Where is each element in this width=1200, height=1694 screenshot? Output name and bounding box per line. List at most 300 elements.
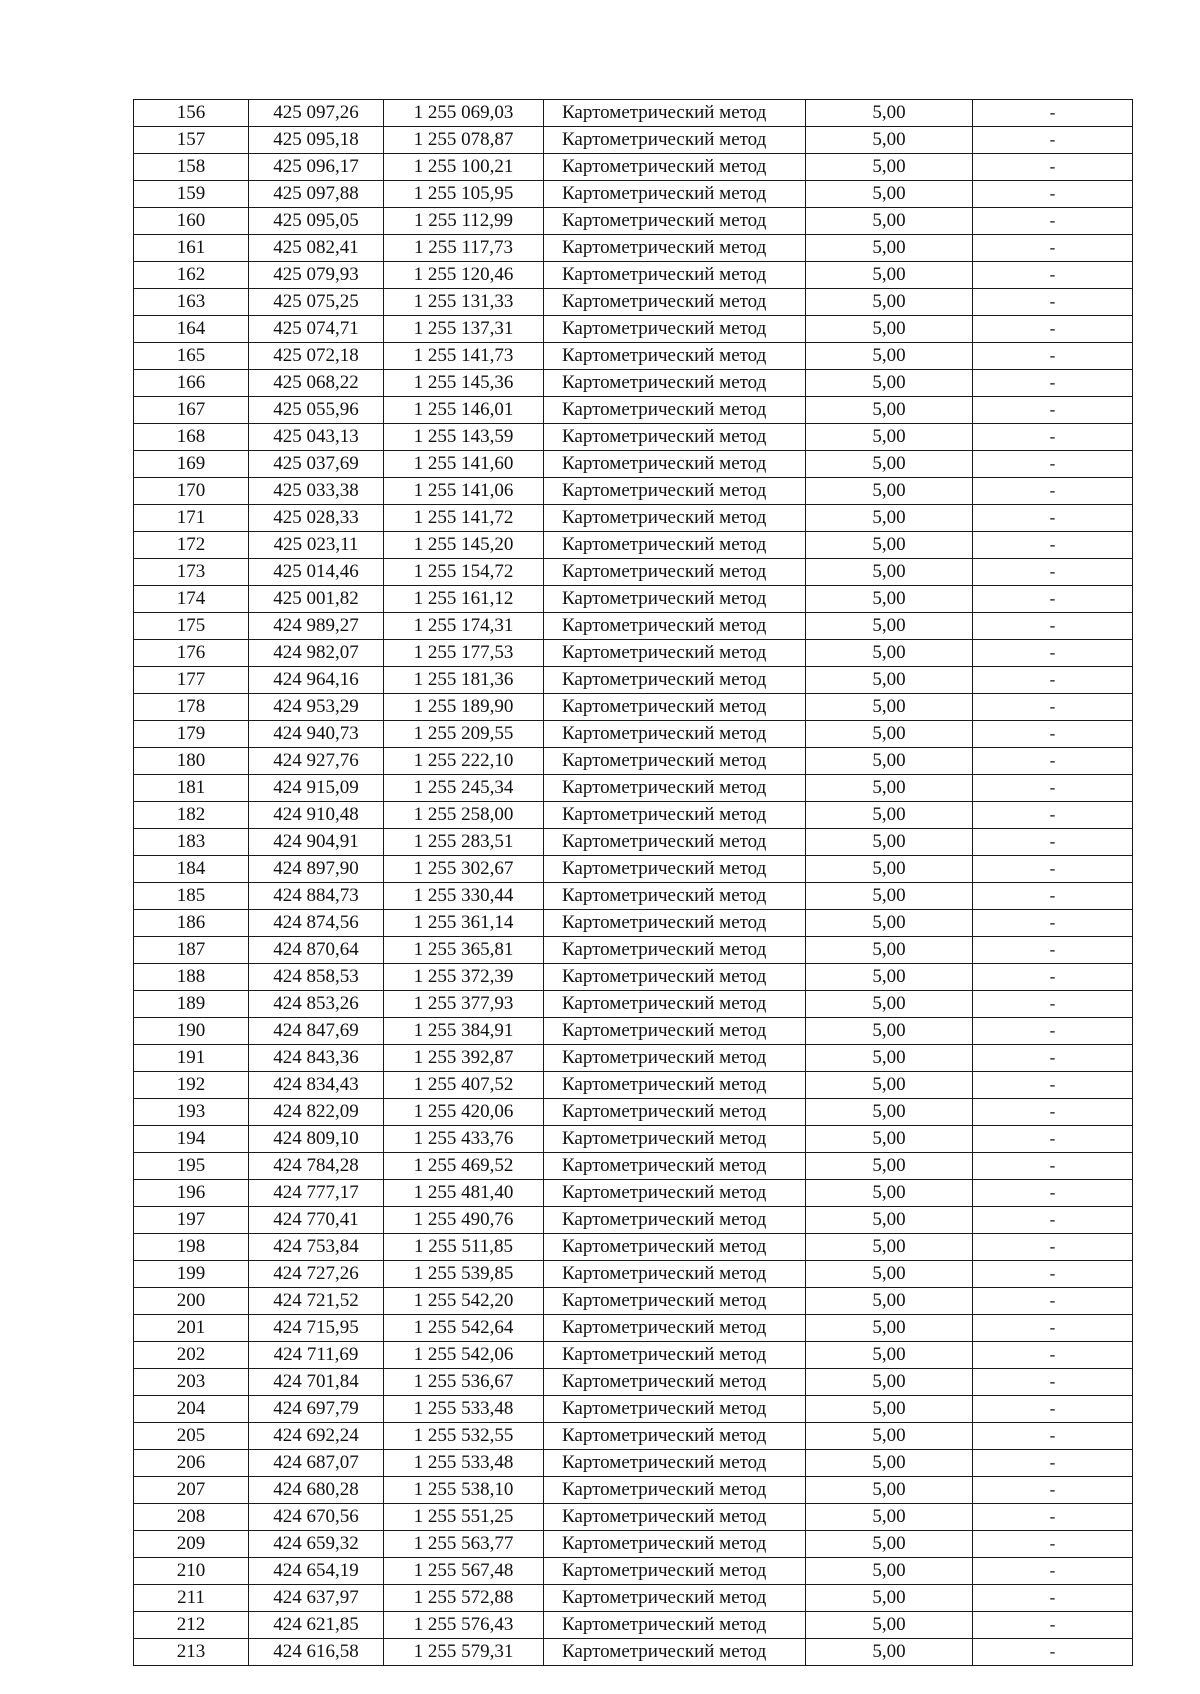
accuracy-cell: 5,00	[806, 991, 973, 1018]
accuracy-cell: 5,00	[806, 721, 973, 748]
x-coordinate-cell: 424 637,97	[249, 1585, 384, 1612]
point-number-cell: 200	[134, 1288, 249, 1315]
y-coordinate-cell: 1 255 141,73	[384, 343, 544, 370]
y-coordinate-cell: 1 255 542,06	[384, 1342, 544, 1369]
table-row	[134, 208, 1133, 235]
method-cell: Картометрический метод	[544, 478, 806, 505]
description-cell: -	[973, 829, 1133, 856]
point-number-cell: 183	[134, 829, 249, 856]
x-coordinate-cell: 424 884,73	[249, 883, 384, 910]
point-number-cell: 175	[134, 613, 249, 640]
method-cell: Картометрический метод	[544, 1585, 806, 1612]
y-coordinate-cell: 1 255 258,00	[384, 802, 544, 829]
x-coordinate-cell: 424 770,41	[249, 1207, 384, 1234]
point-number-cell: 189	[134, 991, 249, 1018]
point-number-cell: 176	[134, 640, 249, 667]
table-row	[134, 154, 1133, 181]
table-row	[134, 505, 1133, 532]
method-cell: Картометрический метод	[544, 640, 806, 667]
accuracy-cell: 5,00	[806, 424, 973, 451]
accuracy-cell: 5,00	[806, 586, 973, 613]
x-coordinate-cell: 424 904,91	[249, 829, 384, 856]
description-cell: -	[973, 694, 1133, 721]
table-row	[134, 1477, 1133, 1504]
accuracy-cell: 5,00	[806, 829, 973, 856]
table-row	[134, 559, 1133, 586]
table-row	[134, 343, 1133, 370]
method-cell: Картометрический метод	[544, 1639, 806, 1666]
description-cell: -	[973, 397, 1133, 424]
method-cell: Картометрический метод	[544, 856, 806, 883]
accuracy-cell: 5,00	[806, 1180, 973, 1207]
y-coordinate-cell: 1 255 145,20	[384, 532, 544, 559]
point-number-cell: 163	[134, 289, 249, 316]
point-number-cell: 171	[134, 505, 249, 532]
description-cell: -	[973, 208, 1133, 235]
y-coordinate-cell: 1 255 189,90	[384, 694, 544, 721]
y-coordinate-cell: 1 255 161,12	[384, 586, 544, 613]
x-coordinate-cell: 425 075,25	[249, 289, 384, 316]
method-cell: Картометрический метод	[544, 802, 806, 829]
point-number-cell: 181	[134, 775, 249, 802]
point-number-cell: 160	[134, 208, 249, 235]
method-cell: Картометрический метод	[544, 424, 806, 451]
accuracy-cell: 5,00	[806, 1477, 973, 1504]
y-coordinate-cell: 1 255 141,72	[384, 505, 544, 532]
point-number-cell: 180	[134, 748, 249, 775]
x-coordinate-cell: 425 082,41	[249, 235, 384, 262]
method-cell: Картометрический метод	[544, 559, 806, 586]
accuracy-cell: 5,00	[806, 154, 973, 181]
point-number-cell: 196	[134, 1180, 249, 1207]
method-cell: Картометрический метод	[544, 964, 806, 991]
y-coordinate-cell: 1 255 579,31	[384, 1639, 544, 1666]
accuracy-cell: 5,00	[806, 559, 973, 586]
method-cell: Картометрический метод	[544, 1072, 806, 1099]
method-cell: Картометрический метод	[544, 937, 806, 964]
table-row	[134, 748, 1133, 775]
table-row	[134, 1558, 1133, 1585]
accuracy-cell: 5,00	[806, 100, 973, 127]
description-cell: -	[973, 370, 1133, 397]
x-coordinate-cell: 425 001,82	[249, 586, 384, 613]
method-cell: Картометрический метод	[544, 1207, 806, 1234]
table-row	[134, 1126, 1133, 1153]
x-coordinate-cell: 425 028,33	[249, 505, 384, 532]
point-number-cell: 185	[134, 883, 249, 910]
method-cell: Картометрический метод	[544, 1234, 806, 1261]
y-coordinate-cell: 1 255 407,52	[384, 1072, 544, 1099]
y-coordinate-cell: 1 255 576,43	[384, 1612, 544, 1639]
table-row	[134, 289, 1133, 316]
method-cell: Картометрический метод	[544, 1612, 806, 1639]
description-cell: -	[973, 586, 1133, 613]
accuracy-cell: 5,00	[806, 1396, 973, 1423]
x-coordinate-cell: 424 680,28	[249, 1477, 384, 1504]
accuracy-cell: 5,00	[806, 667, 973, 694]
coordinates-table-body	[134, 100, 1133, 1666]
y-coordinate-cell: 1 255 542,64	[384, 1315, 544, 1342]
description-cell: -	[973, 667, 1133, 694]
accuracy-cell: 5,00	[806, 964, 973, 991]
method-cell: Картометрический метод	[544, 775, 806, 802]
point-number-cell: 179	[134, 721, 249, 748]
method-cell: Картометрический метод	[544, 1099, 806, 1126]
description-cell: -	[973, 235, 1133, 262]
method-cell: Картометрический метод	[544, 1180, 806, 1207]
y-coordinate-cell: 1 255 533,48	[384, 1450, 544, 1477]
y-coordinate-cell: 1 255 469,52	[384, 1153, 544, 1180]
accuracy-cell: 5,00	[806, 883, 973, 910]
x-coordinate-cell: 424 964,16	[249, 667, 384, 694]
description-cell: -	[973, 991, 1133, 1018]
y-coordinate-cell: 1 255 145,36	[384, 370, 544, 397]
table-row	[134, 1099, 1133, 1126]
table-row	[134, 235, 1133, 262]
description-cell: -	[973, 1369, 1133, 1396]
description-cell: -	[973, 289, 1133, 316]
point-number-cell: 207	[134, 1477, 249, 1504]
table-row	[134, 451, 1133, 478]
y-coordinate-cell: 1 255 177,53	[384, 640, 544, 667]
method-cell: Картометрический метод	[544, 451, 806, 478]
method-cell: Картометрический метод	[544, 1045, 806, 1072]
point-number-cell: 184	[134, 856, 249, 883]
description-cell: -	[973, 1234, 1133, 1261]
table-row	[134, 1504, 1133, 1531]
y-coordinate-cell: 1 255 361,14	[384, 910, 544, 937]
y-coordinate-cell: 1 255 143,59	[384, 424, 544, 451]
table-row	[134, 613, 1133, 640]
point-number-cell: 158	[134, 154, 249, 181]
accuracy-cell: 5,00	[806, 1423, 973, 1450]
point-number-cell: 174	[134, 586, 249, 613]
table-row	[134, 1288, 1133, 1315]
description-cell: -	[973, 1315, 1133, 1342]
description-cell: -	[973, 1099, 1133, 1126]
y-coordinate-cell: 1 255 490,76	[384, 1207, 544, 1234]
table-row	[134, 883, 1133, 910]
x-coordinate-cell: 424 897,90	[249, 856, 384, 883]
description-cell: -	[973, 937, 1133, 964]
y-coordinate-cell: 1 255 078,87	[384, 127, 544, 154]
accuracy-cell: 5,00	[806, 343, 973, 370]
accuracy-cell: 5,00	[806, 937, 973, 964]
accuracy-cell: 5,00	[806, 532, 973, 559]
accuracy-cell: 5,00	[806, 1558, 973, 1585]
table-row	[134, 802, 1133, 829]
method-cell: Картометрический метод	[544, 991, 806, 1018]
point-number-cell: 195	[134, 1153, 249, 1180]
accuracy-cell: 5,00	[806, 640, 973, 667]
table-row	[134, 910, 1133, 937]
accuracy-cell: 5,00	[806, 613, 973, 640]
point-number-cell: 165	[134, 343, 249, 370]
description-cell: -	[973, 181, 1133, 208]
y-coordinate-cell: 1 255 536,67	[384, 1369, 544, 1396]
x-coordinate-cell: 424 715,95	[249, 1315, 384, 1342]
x-coordinate-cell: 424 853,26	[249, 991, 384, 1018]
y-coordinate-cell: 1 255 069,03	[384, 100, 544, 127]
method-cell: Картометрический метод	[544, 667, 806, 694]
x-coordinate-cell: 424 847,69	[249, 1018, 384, 1045]
point-number-cell: 159	[134, 181, 249, 208]
x-coordinate-cell: 424 777,17	[249, 1180, 384, 1207]
y-coordinate-cell: 1 255 511,85	[384, 1234, 544, 1261]
x-coordinate-cell: 424 874,56	[249, 910, 384, 937]
y-coordinate-cell: 1 255 154,72	[384, 559, 544, 586]
x-coordinate-cell: 424 834,43	[249, 1072, 384, 1099]
accuracy-cell: 5,00	[806, 1315, 973, 1342]
x-coordinate-cell: 424 697,79	[249, 1396, 384, 1423]
point-number-cell: 203	[134, 1369, 249, 1396]
x-coordinate-cell: 424 727,26	[249, 1261, 384, 1288]
x-coordinate-cell: 425 079,93	[249, 262, 384, 289]
table-row	[134, 424, 1133, 451]
table-row	[134, 1369, 1133, 1396]
point-number-cell: 186	[134, 910, 249, 937]
table-row	[134, 316, 1133, 343]
point-number-cell: 192	[134, 1072, 249, 1099]
x-coordinate-cell: 424 721,52	[249, 1288, 384, 1315]
x-coordinate-cell: 425 014,46	[249, 559, 384, 586]
accuracy-cell: 5,00	[806, 748, 973, 775]
point-number-cell: 212	[134, 1612, 249, 1639]
method-cell: Картометрический метод	[544, 1153, 806, 1180]
accuracy-cell: 5,00	[806, 1126, 973, 1153]
x-coordinate-cell: 424 822,09	[249, 1099, 384, 1126]
table-row	[134, 694, 1133, 721]
point-number-cell: 168	[134, 424, 249, 451]
method-cell: Картометрический метод	[544, 316, 806, 343]
method-cell: Картометрический метод	[544, 208, 806, 235]
y-coordinate-cell: 1 255 105,95	[384, 181, 544, 208]
table-row	[134, 991, 1133, 1018]
description-cell: -	[973, 1612, 1133, 1639]
method-cell: Картометрический метод	[544, 505, 806, 532]
table-row	[134, 1045, 1133, 1072]
y-coordinate-cell: 1 255 141,60	[384, 451, 544, 478]
x-coordinate-cell: 425 095,05	[249, 208, 384, 235]
accuracy-cell: 5,00	[806, 1207, 973, 1234]
description-cell: -	[973, 748, 1133, 775]
description-cell: -	[973, 910, 1133, 937]
method-cell: Картометрический метод	[544, 1369, 806, 1396]
x-coordinate-cell: 425 023,11	[249, 532, 384, 559]
method-cell: Картометрический метод	[544, 289, 806, 316]
table-row	[134, 964, 1133, 991]
point-number-cell: 172	[134, 532, 249, 559]
point-number-cell: 211	[134, 1585, 249, 1612]
y-coordinate-cell: 1 255 283,51	[384, 829, 544, 856]
y-coordinate-cell: 1 255 141,06	[384, 478, 544, 505]
table-row	[134, 397, 1133, 424]
table-row	[134, 775, 1133, 802]
x-coordinate-cell: 424 910,48	[249, 802, 384, 829]
y-coordinate-cell: 1 255 539,85	[384, 1261, 544, 1288]
accuracy-cell: 5,00	[806, 451, 973, 478]
y-coordinate-cell: 1 255 222,10	[384, 748, 544, 775]
point-number-cell: 210	[134, 1558, 249, 1585]
method-cell: Картометрический метод	[544, 1126, 806, 1153]
description-cell: -	[973, 1450, 1133, 1477]
accuracy-cell: 5,00	[806, 181, 973, 208]
accuracy-cell: 5,00	[806, 1585, 973, 1612]
description-cell: -	[973, 1585, 1133, 1612]
table-row	[134, 100, 1133, 127]
x-coordinate-cell: 424 687,07	[249, 1450, 384, 1477]
method-cell: Картометрический метод	[544, 181, 806, 208]
description-cell: -	[973, 505, 1133, 532]
x-coordinate-cell: 424 915,09	[249, 775, 384, 802]
accuracy-cell: 5,00	[806, 1639, 973, 1666]
x-coordinate-cell: 424 711,69	[249, 1342, 384, 1369]
accuracy-cell: 5,00	[806, 1450, 973, 1477]
method-cell: Картометрический метод	[544, 532, 806, 559]
description-cell: -	[973, 856, 1133, 883]
description-cell: -	[973, 478, 1133, 505]
accuracy-cell: 5,00	[806, 1234, 973, 1261]
x-coordinate-cell: 424 858,53	[249, 964, 384, 991]
y-coordinate-cell: 1 255 532,55	[384, 1423, 544, 1450]
point-number-cell: 204	[134, 1396, 249, 1423]
point-number-cell: 188	[134, 964, 249, 991]
y-coordinate-cell: 1 255 567,48	[384, 1558, 544, 1585]
y-coordinate-cell: 1 255 433,76	[384, 1126, 544, 1153]
description-cell: -	[973, 775, 1133, 802]
x-coordinate-cell: 424 870,64	[249, 937, 384, 964]
y-coordinate-cell: 1 255 372,39	[384, 964, 544, 991]
y-coordinate-cell: 1 255 538,10	[384, 1477, 544, 1504]
method-cell: Картометрический метод	[544, 1477, 806, 1504]
table-row	[134, 1396, 1133, 1423]
description-cell: -	[973, 802, 1133, 829]
description-cell: -	[973, 559, 1133, 586]
accuracy-cell: 5,00	[806, 802, 973, 829]
description-cell: -	[973, 154, 1133, 181]
method-cell: Картометрический метод	[544, 1261, 806, 1288]
method-cell: Картометрический метод	[544, 748, 806, 775]
table-row	[134, 1531, 1133, 1558]
accuracy-cell: 5,00	[806, 1531, 973, 1558]
point-number-cell: 157	[134, 127, 249, 154]
x-coordinate-cell: 424 753,84	[249, 1234, 384, 1261]
x-coordinate-cell: 424 701,84	[249, 1369, 384, 1396]
x-coordinate-cell: 424 784,28	[249, 1153, 384, 1180]
description-cell: -	[973, 451, 1133, 478]
table-row	[134, 667, 1133, 694]
method-cell: Картометрический метод	[544, 1288, 806, 1315]
y-coordinate-cell: 1 255 181,36	[384, 667, 544, 694]
table-row	[134, 721, 1133, 748]
description-cell: -	[973, 127, 1133, 154]
description-cell: -	[973, 1396, 1133, 1423]
description-cell: -	[973, 424, 1133, 451]
x-coordinate-cell: 425 033,38	[249, 478, 384, 505]
method-cell: Картометрический метод	[544, 343, 806, 370]
accuracy-cell: 5,00	[806, 1099, 973, 1126]
x-coordinate-cell: 424 843,36	[249, 1045, 384, 1072]
point-number-cell: 173	[134, 559, 249, 586]
method-cell: Картометрический метод	[544, 694, 806, 721]
point-number-cell: 182	[134, 802, 249, 829]
description-cell: -	[973, 640, 1133, 667]
point-number-cell: 208	[134, 1504, 249, 1531]
method-cell: Картометрический метод	[544, 262, 806, 289]
y-coordinate-cell: 1 255 137,31	[384, 316, 544, 343]
coordinates-table	[133, 99, 1133, 1666]
x-coordinate-cell: 424 616,58	[249, 1639, 384, 1666]
table-row	[134, 1261, 1133, 1288]
point-number-cell: 201	[134, 1315, 249, 1342]
description-cell: -	[973, 1558, 1133, 1585]
table-row	[134, 1018, 1133, 1045]
accuracy-cell: 5,00	[806, 127, 973, 154]
accuracy-cell: 5,00	[806, 1018, 973, 1045]
method-cell: Картометрический метод	[544, 397, 806, 424]
x-coordinate-cell: 424 621,85	[249, 1612, 384, 1639]
accuracy-cell: 5,00	[806, 397, 973, 424]
accuracy-cell: 5,00	[806, 775, 973, 802]
y-coordinate-cell: 1 255 572,88	[384, 1585, 544, 1612]
x-coordinate-cell: 424 809,10	[249, 1126, 384, 1153]
point-number-cell: 166	[134, 370, 249, 397]
point-number-cell: 156	[134, 100, 249, 127]
accuracy-cell: 5,00	[806, 1504, 973, 1531]
x-coordinate-cell: 425 095,18	[249, 127, 384, 154]
accuracy-cell: 5,00	[806, 1153, 973, 1180]
description-cell: -	[973, 1342, 1133, 1369]
method-cell: Картометрический метод	[544, 1558, 806, 1585]
point-number-cell: 177	[134, 667, 249, 694]
y-coordinate-cell: 1 255 131,33	[384, 289, 544, 316]
point-number-cell: 194	[134, 1126, 249, 1153]
point-number-cell: 162	[134, 262, 249, 289]
x-coordinate-cell: 424 989,27	[249, 613, 384, 640]
method-cell: Картометрический метод	[544, 1450, 806, 1477]
x-coordinate-cell: 424 982,07	[249, 640, 384, 667]
description-cell: -	[973, 1153, 1133, 1180]
point-number-cell: 205	[134, 1423, 249, 1450]
method-cell: Картометрический метод	[544, 154, 806, 181]
y-coordinate-cell: 1 255 384,91	[384, 1018, 544, 1045]
x-coordinate-cell: 425 055,96	[249, 397, 384, 424]
accuracy-cell: 5,00	[806, 1045, 973, 1072]
point-number-cell: 197	[134, 1207, 249, 1234]
point-number-cell: 199	[134, 1261, 249, 1288]
description-cell: -	[973, 316, 1133, 343]
y-coordinate-cell: 1 255 563,77	[384, 1531, 544, 1558]
point-number-cell: 206	[134, 1450, 249, 1477]
x-coordinate-cell: 424 659,32	[249, 1531, 384, 1558]
x-coordinate-cell: 425 074,71	[249, 316, 384, 343]
method-cell: Картометрический метод	[544, 613, 806, 640]
table-row	[134, 370, 1133, 397]
method-cell: Картометрический метод	[544, 1531, 806, 1558]
description-cell: -	[973, 532, 1133, 559]
accuracy-cell: 5,00	[806, 208, 973, 235]
accuracy-cell: 5,00	[806, 694, 973, 721]
accuracy-cell: 5,00	[806, 316, 973, 343]
table-row	[134, 1423, 1133, 1450]
x-coordinate-cell: 425 037,69	[249, 451, 384, 478]
table-row	[134, 640, 1133, 667]
table-row	[134, 1315, 1133, 1342]
y-coordinate-cell: 1 255 117,73	[384, 235, 544, 262]
method-cell: Картометрический метод	[544, 829, 806, 856]
description-cell: -	[973, 1423, 1133, 1450]
point-number-cell: 193	[134, 1099, 249, 1126]
